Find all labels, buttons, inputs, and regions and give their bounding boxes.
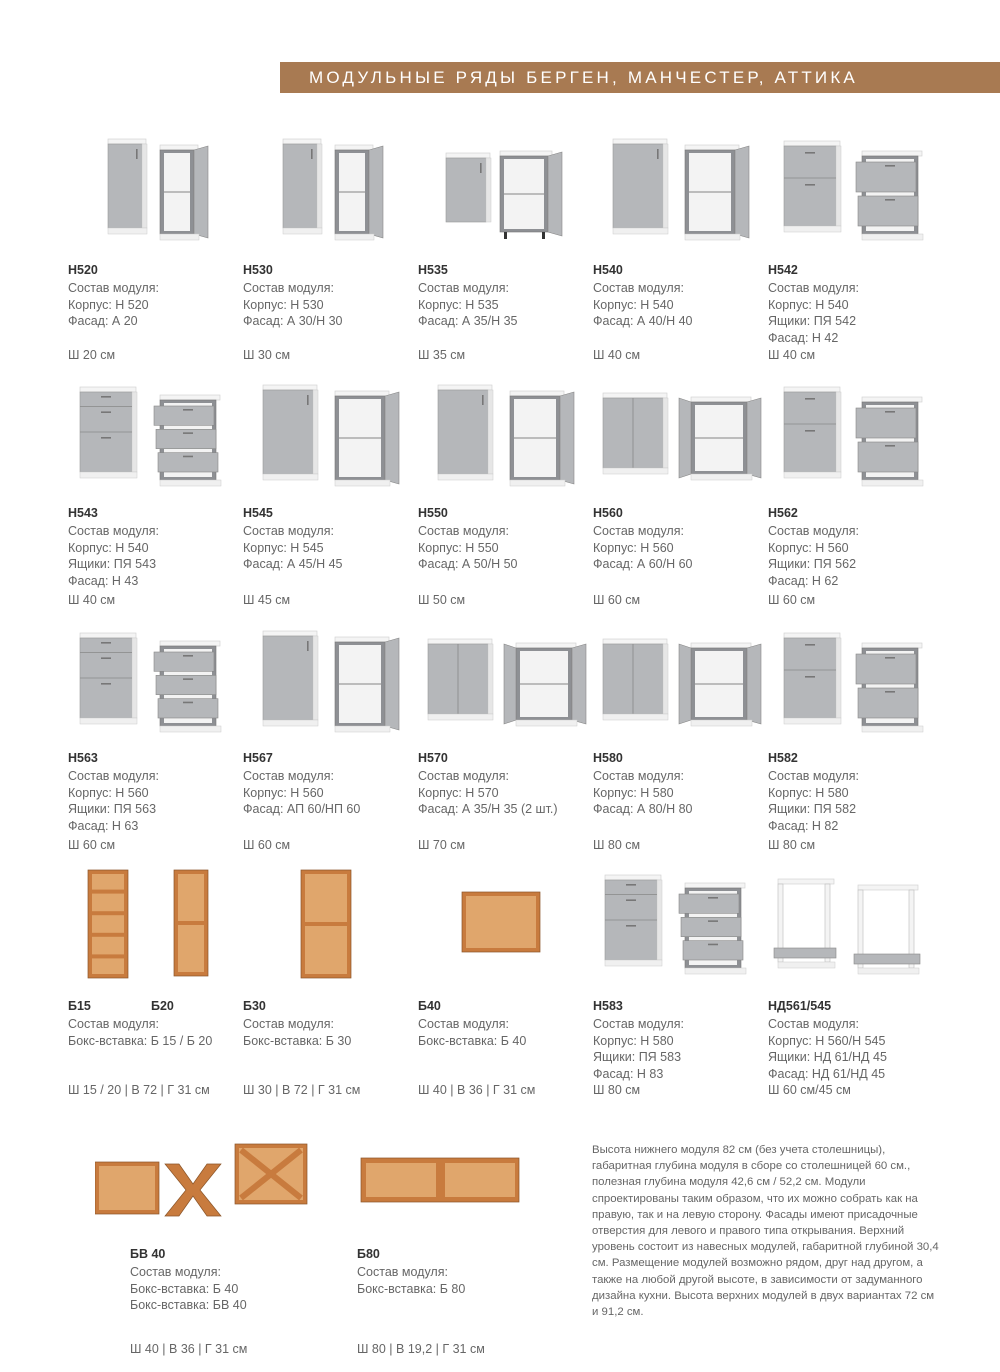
module-spec-line: Фасад: Н 63 xyxy=(68,818,139,833)
description-text: Высота нижнего модуля 82 см (без учета столешницы), габаритная глубина модуля в сборе со столешницей 60 см., полезная глубина модуля 42,6 см / 52,2 см. Модули спроектированы таким образом, что их можно собрать как на правую, так и на левую сторону. Фасады имеют присадочные отверстия для левого и правого типа открывания. Верхний уровень состоит из навесных модулей, габаритной глубиной 30,4 см. Размещение модулей возможно рядом, друг над другом, а также на любой другой высоте, в зависимости от задуманного дизайна кухни. Высота верхних модулей в двух вариантах 72 см и 91,2 см. xyxy=(592,1144,939,1319)
module-spec-line: Корпус: Н 560 xyxy=(593,540,674,555)
module-spec-line: Корпус: Н 535 xyxy=(418,297,499,312)
module-dimensions: Ш 40 см xyxy=(593,348,641,362)
module-dimensions: Ш 60 см xyxy=(768,593,816,607)
module-spec-line: Фасад: А 20 xyxy=(68,314,138,328)
module-illustration xyxy=(768,132,943,252)
module-dimensions: Ш 40 см xyxy=(768,348,816,362)
module-spec-line: Бокс-вставка: Б 15 / Б 20 xyxy=(68,1033,213,1048)
module-info xyxy=(418,262,518,330)
module-spec-line: Состав модуля: xyxy=(418,769,509,783)
module-info xyxy=(68,505,159,589)
module-code: Н530 xyxy=(243,263,273,277)
module-spec-line: Состав модуля: xyxy=(768,1017,859,1031)
module-illustration xyxy=(68,378,243,498)
module-illustration xyxy=(357,1134,532,1254)
module-spec-line: Состав модуля: xyxy=(768,769,859,783)
module-dimensions: Ш 30 | В 72 | Г 31 см xyxy=(243,1083,361,1097)
module-spec-line: Ящики: ПЯ 543 xyxy=(68,557,157,571)
module-dimensions: Ш 45 см xyxy=(243,593,291,607)
module-dimensions: Ш 35 см xyxy=(418,348,466,362)
module-info xyxy=(243,998,351,1049)
module-dimensions: Ш 40 | В 36 | Г 31 см xyxy=(130,1342,248,1356)
module-illustration xyxy=(243,866,418,986)
module-code: Н535 xyxy=(418,263,448,277)
module-illustration xyxy=(68,132,243,252)
module-info xyxy=(768,750,859,834)
module-spec-line: Корпус: Н 530 xyxy=(243,297,324,312)
module-illustration xyxy=(768,378,943,498)
module-spec-line: Состав модуля: xyxy=(68,281,159,295)
module-info xyxy=(593,750,693,818)
module-spec-line: Фасад: А 80/Н 80 xyxy=(593,802,693,816)
module-illustration xyxy=(418,132,593,252)
module-spec-line: Ящики: ПЯ 563 xyxy=(68,802,157,816)
module-dimensions: Ш 80 см xyxy=(768,838,816,852)
module-info xyxy=(593,998,684,1082)
module-spec-line: Состав модуля: xyxy=(243,769,334,783)
module-code: Н545 xyxy=(243,506,273,520)
module-code: Н543 xyxy=(68,506,98,520)
module-spec-line: Состав модуля: xyxy=(130,1265,221,1279)
module-code: Б30 xyxy=(243,999,266,1013)
module-spec-line: Фасад: Н 43 xyxy=(68,573,139,588)
module-spec-line: Состав модуля: xyxy=(357,1265,448,1279)
module-code: Н563 xyxy=(68,751,98,765)
module-spec-line: Фасад: Н 42 xyxy=(768,330,839,345)
module-info xyxy=(243,262,343,330)
module-spec-line: Фасад: А 50/Н 50 xyxy=(418,557,518,571)
module-code-secondary: Б20 xyxy=(151,999,174,1013)
module-info xyxy=(243,750,360,818)
module-dimensions: Ш 40 | В 36 | Г 31 см xyxy=(418,1083,536,1097)
module-spec-line: Фасад: НД 61/НД 45 xyxy=(768,1066,886,1081)
module-spec-line: Бокс-вставка: Б 40 xyxy=(130,1281,239,1296)
module-illustration xyxy=(418,866,593,986)
module-info xyxy=(768,505,859,589)
module-spec-line: Ящики: ПЯ 562 xyxy=(768,557,857,571)
module-spec-line: Корпус: Н 540 xyxy=(593,297,674,312)
module-spec-line: Корпус: Н 580 xyxy=(593,785,674,800)
module-info xyxy=(68,262,159,330)
module-illustration xyxy=(593,132,768,252)
module-spec-line: Состав модуля: xyxy=(68,1017,159,1031)
module-code: Н583 xyxy=(593,999,623,1013)
module-illustration xyxy=(418,378,593,498)
module-spec-line: Фасад: Н 82 xyxy=(768,818,839,833)
page-banner xyxy=(280,62,1000,93)
module-dimensions: Ш 60 см xyxy=(68,838,116,852)
module-spec-line: Фасад: А 30/Н 30 xyxy=(243,314,343,328)
module-illustration xyxy=(243,132,418,252)
module-spec-line: Корпус: Н 580 xyxy=(768,785,849,800)
module-code: Н560 xyxy=(593,506,623,520)
page-title: МОДУЛЬНЫЕ РЯДЫ БЕРГЕН, МАНЧЕСТЕР, АТТИКА xyxy=(309,68,858,87)
module-spec-line: Корпус: Н 580 xyxy=(593,1033,674,1048)
module-spec-line: Корпус: Н 545 xyxy=(243,540,324,555)
module-dimensions: Ш 80 | В 19,2 | Г 31 см xyxy=(357,1342,485,1356)
module-spec-line: Корпус: Н 550 xyxy=(418,540,499,555)
module-illustration xyxy=(593,866,768,986)
module-info xyxy=(418,505,518,573)
module-info xyxy=(357,1246,465,1297)
module-dimensions: Ш 60 см/45 см xyxy=(768,1083,851,1097)
module-code: Н580 xyxy=(593,751,623,765)
module-code: НД561/545 xyxy=(768,999,832,1013)
module-illustration xyxy=(95,1134,270,1254)
module-spec-line: Фасад: А 40/Н 40 xyxy=(593,314,693,328)
module-info xyxy=(768,998,887,1082)
module-illustration xyxy=(68,624,243,744)
module-spec-line: Корпус: Н 560/Н 545 xyxy=(768,1033,886,1048)
module-code: Н567 xyxy=(243,751,273,765)
module-spec-line: Состав модуля: xyxy=(243,524,334,538)
module-spec-line: Фасад: А 35/Н 35 xyxy=(418,314,518,328)
module-spec-line: Фасад: А 45/Н 45 xyxy=(243,557,343,571)
module-illustration xyxy=(243,624,418,744)
module-illustration xyxy=(593,378,768,498)
module-dimensions: Ш 20 см xyxy=(68,348,116,362)
module-spec-line: Фасад: Н 62 xyxy=(768,573,839,588)
module-spec-line: Состав модуля: xyxy=(68,769,159,783)
module-dimensions: Ш 60 см xyxy=(593,593,641,607)
module-spec-line: Фасад: Н 83 xyxy=(593,1066,664,1081)
module-illustration xyxy=(768,866,943,986)
module-spec-line: Ящики: НД 61/НД 45 xyxy=(768,1050,887,1064)
module-info xyxy=(68,750,159,834)
module-spec-line: Фасад: А 60/Н 60 xyxy=(593,557,693,571)
module-spec-line: Состав модуля: xyxy=(418,281,509,295)
module-spec-line: Состав модуля: xyxy=(418,1017,509,1031)
module-spec-line: Состав модуля: xyxy=(593,524,684,538)
module-dimensions: Ш 80 см xyxy=(593,838,641,852)
module-info xyxy=(593,505,693,573)
module-info xyxy=(418,998,526,1049)
module-spec-line: Состав модуля: xyxy=(243,281,334,295)
module-code: Н582 xyxy=(768,751,798,765)
module-spec-line: Корпус: Н 560 xyxy=(68,785,149,800)
module-code: Н540 xyxy=(593,263,623,277)
module-spec-line: Бокс-вставка: БВ 40 xyxy=(130,1298,247,1312)
module-info xyxy=(68,998,212,1049)
module-code: Б80 xyxy=(357,1247,380,1261)
module-info xyxy=(418,750,558,818)
module-spec-line: Корпус: Н 540 xyxy=(768,297,849,312)
module-illustration xyxy=(768,624,943,744)
module-spec-line: Состав модуля: xyxy=(418,524,509,538)
module-spec-line: Корпус: Н 520 xyxy=(68,297,149,312)
module-info xyxy=(130,1246,247,1314)
module-spec-line: Ящики: ПЯ 582 xyxy=(768,802,857,816)
module-spec-line: Состав модуля: xyxy=(243,1017,334,1031)
module-dimensions: Ш 80 см xyxy=(593,1083,641,1097)
module-spec-line: Корпус: Н 570 xyxy=(418,785,499,800)
module-spec-line: Состав модуля: xyxy=(68,524,159,538)
module-spec-line: Бокс-вставка: Б 80 xyxy=(357,1281,466,1296)
module-illustration xyxy=(68,866,243,986)
module-code: Б40 xyxy=(418,999,441,1013)
module-dimensions: Ш 15 / 20 | В 72 | Г 31 см xyxy=(68,1083,210,1097)
module-code: БВ 40 xyxy=(130,1247,166,1261)
module-illustration xyxy=(418,624,593,744)
module-spec-line: Состав модуля: xyxy=(768,281,859,295)
module-code: Н520 xyxy=(68,263,98,277)
module-spec-line: Состав модуля: xyxy=(593,769,684,783)
module-code: Н550 xyxy=(418,506,448,520)
module-dimensions: Ш 40 см xyxy=(68,593,116,607)
module-spec-line: Бокс-вставка: Б 30 xyxy=(243,1033,352,1048)
module-code: Н570 xyxy=(418,751,448,765)
module-spec-line: Фасад: А 35/Н 35 (2 шт.) xyxy=(418,802,558,816)
module-dimensions: Ш 70 см xyxy=(418,838,466,852)
module-code: Н542 xyxy=(768,263,798,277)
module-info xyxy=(243,505,343,573)
module-spec-line: Ящики: ПЯ 583 xyxy=(593,1050,682,1064)
module-info xyxy=(768,262,859,346)
module-spec-line: Корпус: Н 560 xyxy=(768,540,849,555)
module-spec-line: Корпус: Н 560 xyxy=(243,785,324,800)
module-code: Н562 xyxy=(768,506,798,520)
module-spec-line: Состав модуля: xyxy=(593,281,684,295)
module-spec-line: Корпус: Н 540 xyxy=(68,540,149,555)
module-illustration xyxy=(593,624,768,744)
module-spec-line: Состав модуля: xyxy=(768,524,859,538)
module-spec-line: Бокс-вставка: Б 40 xyxy=(418,1033,527,1048)
module-info xyxy=(593,262,693,330)
module-dimensions: Ш 60 см xyxy=(243,838,291,852)
module-spec-line: Фасад: АП 60/НП 60 xyxy=(243,802,361,816)
module-dimensions: Ш 30 см xyxy=(243,348,291,362)
module-code xyxy=(68,998,212,1014)
module-dimensions: Ш 50 см xyxy=(418,593,466,607)
module-code-primary: Б15 xyxy=(68,999,91,1013)
module-illustration xyxy=(243,378,418,498)
module-spec-line: Ящики: ПЯ 542 xyxy=(768,314,857,328)
module-spec-line: Состав модуля: xyxy=(593,1017,684,1031)
